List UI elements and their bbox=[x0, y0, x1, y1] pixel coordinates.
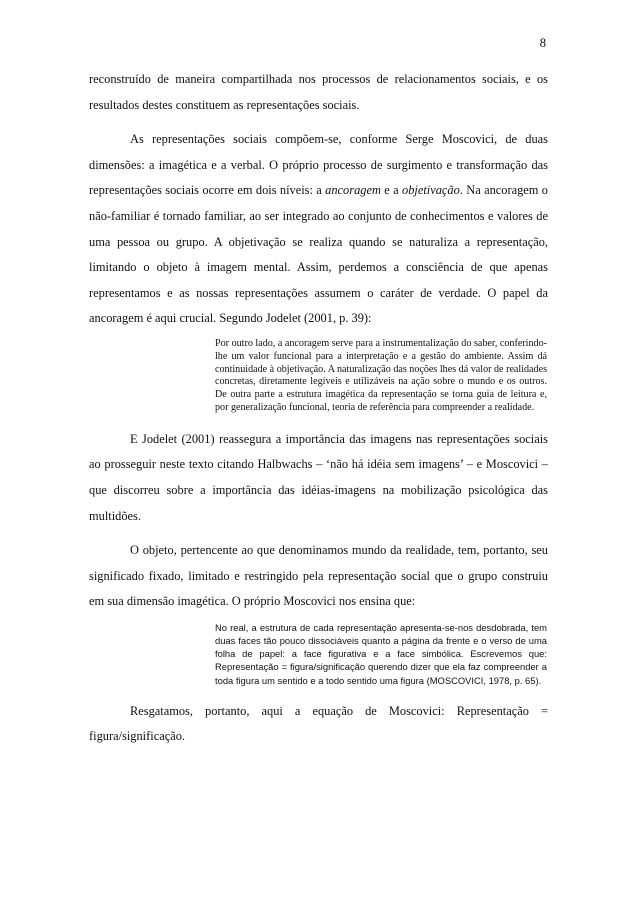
paragraph-text-part: . Na ancoragem o não-familiar é tornado familiar, ao ser integrado ao conjunto de conhecimentos e valores de uma pessoa ou grupo. A objetivação se realiza quando se naturaliza a representação, limitando o objeto à imagem mental. Assim, perdemos a consciência de que apenas representamos e as nossas representações assumem o caráter de verdade. O papel da ancoragem é aqui crucial. Segundo Jodelet (2001, p. 39): bbox=[89, 183, 548, 326]
page-number: 8 bbox=[539, 36, 546, 50]
paragraph-equation: Resgatamos, portanto, aqui a equação de Moscovici: Representação = figura/significação. bbox=[89, 703, 548, 744]
block-quote-moscovici: No real, a estrutura de cada representação apresenta-se-nos desdobrada, tem duas faces tão pouco dissociáveis quanto a página da frente e o verso de uma folha de papel: a face figurativa e a face simbólica. Escrevemos que: Representação = figura/significação querendo dizer que ela faz compreender a toda figura um sentido e a todo sentido uma figura (MOSCOVICI, 1978, p. 65). bbox=[215, 621, 547, 686]
block-quote-jodelet: Por outro lado, a ancoragem serve para a instrumentalização do saber, conferindo-lhe um valor funcional para a interpretação e a gestão do ambiente. Assim dá continuidade à objetivação. A naturalização das noções lhes dá valor de realidades concretas, diretamente legíveis e utilizáveis na ação sobre o mundo e os outros. De outra parte a estrutura imagética da representação se torna guia de leitura e, por generalização funcional, teoria de referência para compreender a realidade. bbox=[215, 337, 547, 413]
paragraph-continuation: reconstruído de maneira compartilhada nos processos de relacionamentos sociais, e os resultados destes constituem as representações sociais. bbox=[89, 72, 548, 112]
document-body bbox=[89, 67, 548, 759]
paragraph-jodelet: E Jodelet (2001) reassegura a importância das imagens nas representações sociais ao prosseguir neste texto citando Halbwachs – ‘não há idéia sem imagens’ – e Moscovici – que discorreu sobre a importância das idéias-imagens na mobilização psicológica das multidões. bbox=[89, 431, 548, 523]
paragraph-text-part: e a bbox=[380, 183, 402, 198]
term-objetivacao: objetivação bbox=[402, 183, 460, 198]
paragraph-text-part: As representações sociais compõem-se, conforme Serge Moscovici, de duas dimensões: a imagética e a verbal. O próprio processo de surgimento e transformação das representações sociais ocorre em dois níveis: a bbox=[89, 132, 548, 198]
term-ancoragem: ancoragem bbox=[325, 183, 381, 198]
paragraph-representations bbox=[89, 127, 548, 332]
paragraph-object: O objeto, pertencente ao que denominamos mundo da realidade, tem, portanto, seu significado fixado, limitado e restringido pela representação social que o grupo construiu em sua dimensão imagética. O próprio Moscovici nos ensina que: bbox=[89, 543, 548, 609]
